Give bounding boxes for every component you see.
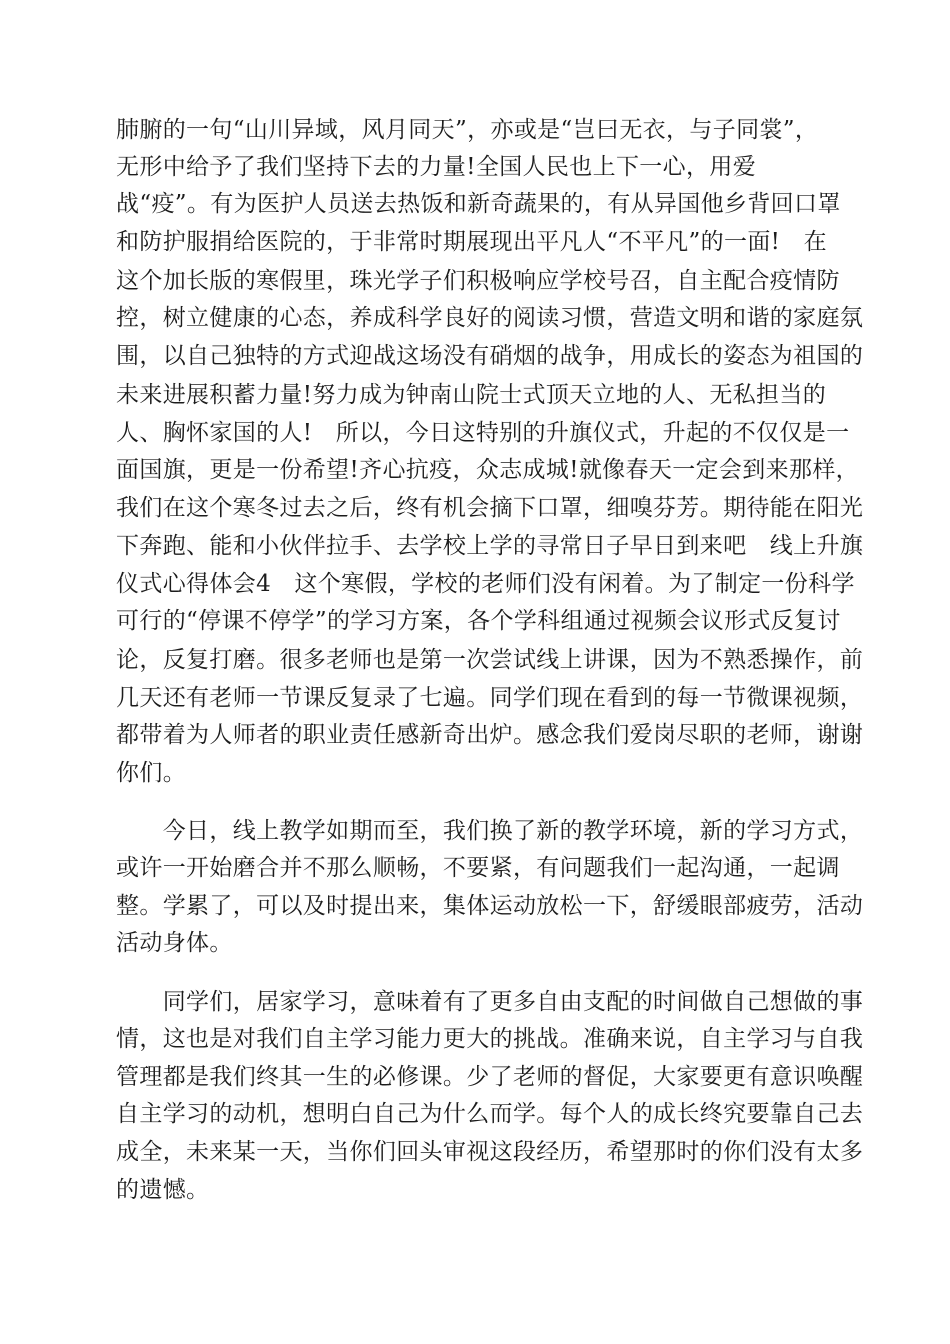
text-line: 可行的“停课不停学”的学习方案，各个学科组通过视频会议形式反复讨 (116, 608, 841, 634)
text-line: 肺腑的一句“山川异域，风月同天”，亦或是“岂曰无衣，与子同裳”， (116, 117, 819, 143)
text-line: 论，反复打磨。很多老师也是第一次尝试线上讲课，因为不熟悉操作，前 (116, 647, 864, 673)
text-line: 下奔跑、能和小伙伴拉手、去学校上学的寻常日子早日到来吧 线上升旗 (116, 533, 864, 559)
text-line: 活动身体。 (116, 930, 233, 956)
text-line: 无形中给予了我们坚持下去的力量!全国人民也上下一心，用爱 (116, 154, 757, 180)
text-line: 你们。 (116, 760, 187, 786)
text-line: 我们在这个寒冬过去之后，终有机会摘下口罩，细嗅芬芳。期待能在阳光 (116, 495, 864, 521)
text-line: 整。学累了，可以及时提出来，集体运动放松一下，舒缓眼部疲劳，活动 (116, 893, 864, 919)
text-line: 战“疫”。有为医护人员送去热饭和新奇蔬果的，有从异国他乡背回口罩 (116, 191, 841, 217)
text-line: 的遗憾。 (116, 1177, 210, 1203)
text-line: 和防护服捐给医院的，于非常时期展现出平凡人“不平凡”的一面! 在 (116, 229, 827, 255)
text-line: 控，树立健康的心态，养成科学良好的阅读习惯，营造文明和谐的家庭氛 (116, 305, 864, 331)
text-line: 今日，线上教学如期而至，我们换了新的教学环境，新的学习方式， (116, 818, 864, 844)
text-line: 围，以自己独特的方式迎战这场没有硝烟的战争，用成长的姿态为祖国的 (116, 343, 864, 369)
text-line: 仪式心得体会4 这个寒假，学校的老师们没有闲着。为了制定一份科学 (116, 571, 855, 597)
text-line: 未来进展积蓄力量!努力成为钟南山院士式顶天立地的人、无私担当的 (116, 382, 827, 408)
text-line: 管理都是我们终其一生的必修课。少了老师的督促，大家要更有意识唤醒 (116, 1064, 864, 1090)
text-line: 几天还有老师一节课反复录了七遍。同学们现在看到的每一节微课视频， (116, 685, 864, 711)
text-line: 人、胸怀家国的人! 所以，今日这特别的升旗仪式，升起的不仅仅是一 (116, 420, 850, 446)
text-line: 情，这也是对我们自主学习能力更大的挑战。准确来说，自主学习与自我 (116, 1026, 864, 1052)
text-line: 面国旗，更是一份希望!齐心抗疫，众志成城!就像春天一定会到来那样， (116, 457, 860, 483)
text-line: 成全，未来某一天，当你们回头审视这段经历，希望那时的你们没有太多 (116, 1139, 864, 1165)
text-line: 自主学习的动机，想明白自己为什么而学。每个人的成长终究要靠自己去 (116, 1101, 864, 1127)
text-line: 同学们，居家学习，意味着有了更多自由支配的时间做自己想做的事 (116, 989, 864, 1015)
text-line: 这个加长版的寒假里，珠光学子们积极响应学校号召，自主配合疫情防 (116, 268, 840, 294)
text-line: 或许一开始磨合并不那么顺畅，不要紧，有问题我们一起沟通，一起调 (116, 855, 840, 881)
text-line: 都带着为人师者的职业责任感新奇出炉。感念我们爱岗尽职的老师，谢谢 (116, 722, 864, 748)
